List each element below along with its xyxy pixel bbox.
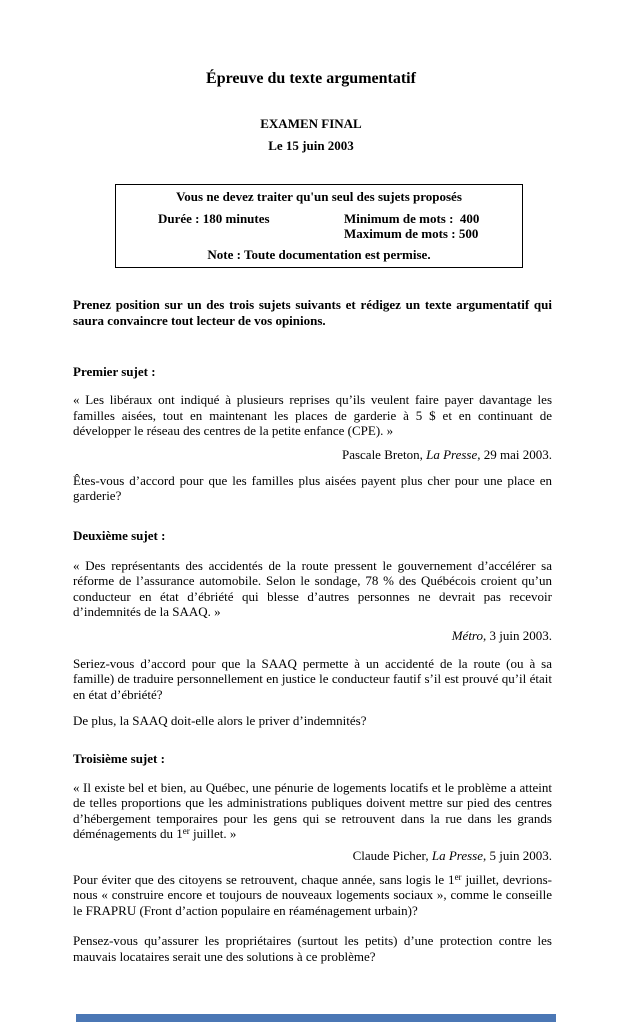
instruction-box [115, 184, 523, 268]
subject-2-question-1: Seriez-vous d’accord pour que la SAAQ permette à un accidenté de la route (ou à sa famille) de traduire personnellement en justice le conducteur fautif s’il est prouvé qu’il était en état d’ébriété? [73, 655, 552, 702]
subject-2-quote: « Des représentants des accidentés de la route pressent le gouvernement d’accélérer sa réforme de l’assurance automobile. Selon le sondage, 78 % des Québécois croient qu’un conducteur en état d’ébriété qui blesse d’autres personnes ne devrait pas recevoir d’indemnités de la SAAQ. » [73, 557, 552, 619]
subject-3-question-2: Pensez-vous qu’assurer les propriétaires (surtout les petits) d’une protection contre les mauvais locataires serait une des solutions à ce problème? [73, 933, 552, 964]
instruction-box-heading: Vous ne devez traiter qu'un seul des sujets proposés [176, 189, 462, 204]
exam-final-label: EXAMEN FINAL [260, 116, 362, 131]
subject-2-citation: Métro, 3 juin 2003. [451, 627, 552, 643]
instruction-box-row [116, 211, 522, 241]
bottom-blue-bar [76, 1014, 556, 1022]
subject-1-question: Êtes-vous d’accord pour que les familles plus aisées payent plus cher pour une place en garderie? [73, 472, 552, 503]
min-words-label: Minimum de mots : 400 [344, 211, 480, 226]
intro-paragraph: Prenez position sur un des trois sujets suivants et rédigez un texte argumentatif qui saura convaincre tout lecteur de vos opinions. [73, 297, 552, 328]
subject-3-heading: Troisième sujet : [73, 750, 165, 766]
max-words-label: Maximum de mots : 500 [344, 226, 479, 241]
word-limits [344, 211, 479, 241]
document-title: Épreuve du texte argumentatif [206, 70, 416, 87]
subject-3-quote: « Il existe bel et bien, au Québec, une pénurie de logements locatifs et le problème a atteint de telles proportions que les administrations publiques doivent mettre sur pied des centres d’hébergement temporaires pour les gens qui se retrouvent dans la rue dans les grands déménagements du 1er juillet. » [73, 779, 552, 841]
subject-3-citation: Claude Picher, La Presse, 5 juin 2003. [352, 847, 552, 863]
subject-1-heading: Premier sujet : [73, 364, 156, 379]
duration-label: Durée : 180 minutes [158, 211, 270, 226]
exam-date: Le 15 juin 2003 [268, 138, 354, 153]
subject-2-question-2: De plus, la SAAQ doit-elle alors le priver d’indemnités? [73, 713, 367, 728]
subject-3-question-1: Pour éviter que des citoyens se retrouvent, chaque année, sans logis le 1er juillet, devrions-nous « construire encore et toujours de nouveaux logements sociaux », comme le conseille le FRAPRU (Front d’action populaire en réaménagement urbain)? [73, 871, 552, 918]
subject-1-citation: Pascale Breton, La Presse, 29 mai 2003. [341, 446, 552, 462]
subject-1-quote: « Les libéraux ont indiqué à plusieurs reprises qu’ils veulent faire payer davantage les familles aisées, tout en maintenant les places de garderie à 5 $ et en continuant de développer le réseau des centres de la petite enfance (CPE). » [73, 392, 552, 438]
subject-2-heading: Deuxième sujet : [73, 527, 166, 543]
documentation-note: Note : Toute documentation est permise. [207, 247, 431, 262]
